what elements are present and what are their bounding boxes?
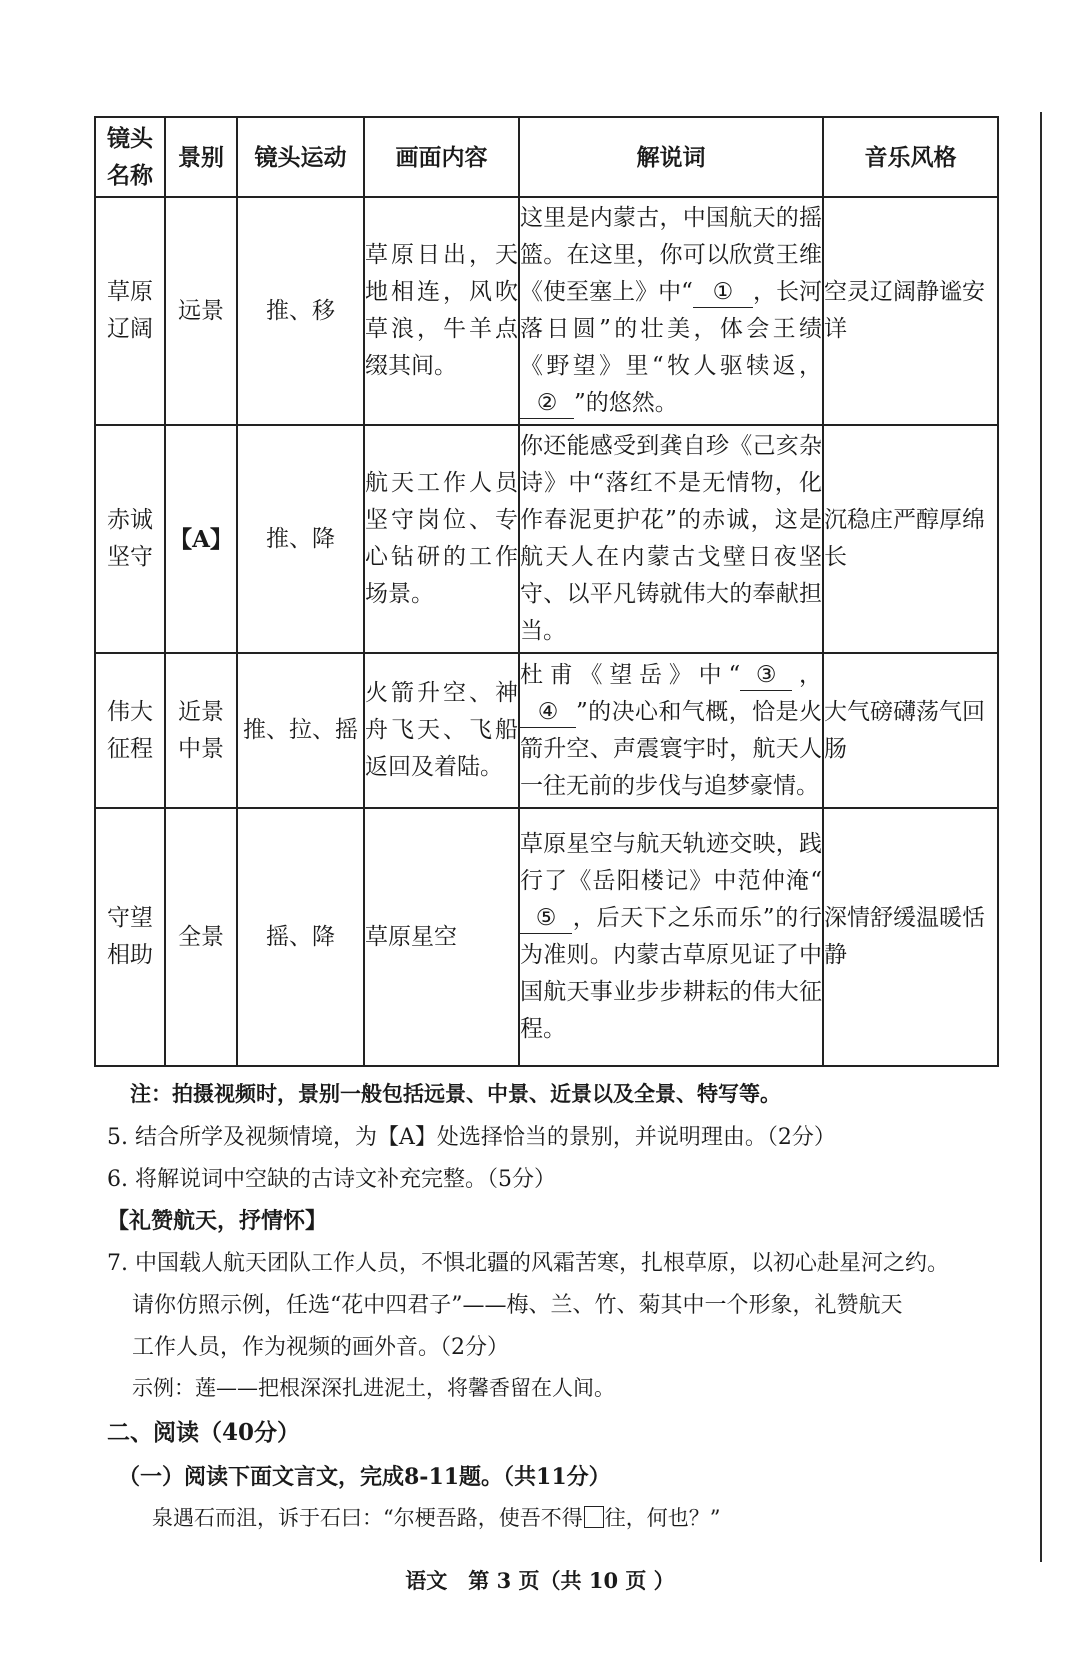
narration-cell — [519, 808, 823, 1066]
table-note: 注：拍摄视频时，景别一般包括远景、中景、近景以及全景、特写等。 — [130, 1081, 781, 1106]
narration-cell — [519, 197, 823, 425]
narration-cell — [519, 653, 823, 808]
camera-movement-cell: 推、移 — [237, 197, 364, 425]
blank-5: ⑤ — [520, 903, 572, 934]
header-shot-size: 景别 — [165, 117, 237, 197]
reading-subsection-title: （一）阅读下面文言文，完成8-11题。（共11分） — [118, 1464, 611, 1490]
narration-text: ”的悠然。 — [574, 390, 678, 416]
narration-cell: 你还能感受到龚自珍《己亥杂诗》中“落红不是无情物，化作春泥更护花”的赤诚，这是航天人在内蒙古戈壁日夜坚守、以平凡铸就伟大的奉献担当。 — [519, 425, 823, 653]
scene-content-cell: 航天工作人员坚守岗位、专心钻研的工作场景。 — [364, 425, 519, 653]
shot-script-table — [94, 116, 999, 1067]
shot-name-cell: 守望相助 — [95, 808, 165, 1066]
shot-size-cell: 全景 — [165, 808, 237, 1066]
camera-movement-cell: 摇、降 — [237, 808, 364, 1066]
shot-size-cell: 【A】 — [165, 425, 237, 653]
question-7-line-2: 请你仿照示例，任选“花中四君子”——梅、兰、竹、菊其中一个形象，礼赞航天 — [132, 1293, 903, 1318]
camera-movement-cell: 推、拉、摇 — [237, 653, 364, 808]
table-header-row — [95, 117, 998, 197]
music-style-cell: 空灵辽阔静谧安详 — [823, 197, 998, 425]
header-narration: 解说词 — [519, 117, 823, 197]
blank-1: ① — [693, 277, 753, 308]
example-text: 示例：莲——把根深深扎进泥土，将馨香留在人间。 — [132, 1376, 615, 1400]
question-7-line-1: 7. 中国载人航天团队工作人员，不惧北疆的风霜苦寒，扎根草原，以初心赴星河之约。 — [107, 1251, 949, 1276]
narration-text: 这里是内蒙古，中国航天的摇篮。在这里，你可以欣赏王维《使至塞上》中“ — [520, 205, 822, 305]
page-margin-line — [1040, 112, 1042, 1562]
shot-name-cell: 草原辽阔 — [95, 197, 165, 425]
shot-size-cell: 近景中景 — [165, 653, 237, 808]
classical-text-part: 泉遇石而沮，诉于石曰：“尔梗吾路，使吾不得 — [152, 1506, 583, 1530]
classical-text — [152, 1502, 720, 1532]
shot-name-cell: 赤诚坚守 — [95, 425, 165, 653]
narration-text: ”的决心和气概，恰是火箭升空、声震寰宇时，航天人一往无前的步伐与追梦豪情。 — [520, 698, 822, 799]
blank-2: ② — [520, 388, 574, 419]
header-shot-name: 镜头名称 — [95, 117, 165, 197]
header-camera-movement: 镜头运动 — [237, 117, 364, 197]
shot-size-cell: 远景 — [165, 197, 237, 425]
narration-text: 杜甫《望岳》中“ — [520, 661, 741, 688]
scene-content-cell: 草原日出，天地相连，风吹草浪，牛羊点缀其间。 — [364, 197, 519, 425]
table-row — [95, 653, 998, 808]
question-5: 5. 结合所学及视频情境，为【A】处选择恰当的景别，并说明理由。（2分） — [107, 1125, 836, 1150]
narration-text: 草原星空与航天轨迹交映，践行了《岳阳楼记》中范仲淹“ — [520, 831, 822, 894]
music-style-cell: 大气磅礴荡气回肠 — [823, 653, 998, 808]
table-row — [95, 808, 998, 1066]
question-6: 6. 将解说词中空缺的古诗文补充完整。（5分） — [107, 1167, 556, 1192]
music-style-cell: 深情舒缓温暖恬静 — [823, 808, 998, 1066]
blank-4: ④ — [520, 697, 576, 728]
header-scene-content: 画面内容 — [364, 117, 519, 197]
missing-character-box — [584, 1506, 604, 1528]
table-row — [95, 425, 998, 653]
narration-text: ，后天下之乐而乐”的行为准则。内蒙古草原见证了中国航天事业步步耕耘的伟大征程。 — [520, 905, 822, 1042]
scene-content-cell: 火箭升空、神舟飞天、飞船返回及着陆。 — [364, 653, 519, 808]
narration-text: ，长河落日圆”的壮美，体会王绩《野望》里“牧人驱犊返， — [520, 279, 823, 379]
page-footer: 语文 第 3 页（共 10 页 ） — [405, 1568, 675, 1593]
reading-part-title: 二、阅读（40分） — [107, 1419, 301, 1446]
table-row — [95, 197, 998, 425]
classical-text-part: 往，何也？” — [604, 1506, 721, 1530]
section-title: 【礼赞航天，抒情怀】 — [107, 1208, 328, 1234]
blank-3: ③ — [740, 660, 792, 691]
narration-text: ， — [792, 661, 822, 688]
scene-content-cell: 草原星空 — [364, 808, 519, 1066]
music-style-cell: 沉稳庄严醇厚绵长 — [823, 425, 998, 653]
header-music-style: 音乐风格 — [823, 117, 998, 197]
camera-movement-cell: 推、降 — [237, 425, 364, 653]
shot-name-cell: 伟大征程 — [95, 653, 165, 808]
question-7-line-3: 工作人员，作为视频的画外音。（2分） — [132, 1335, 509, 1360]
